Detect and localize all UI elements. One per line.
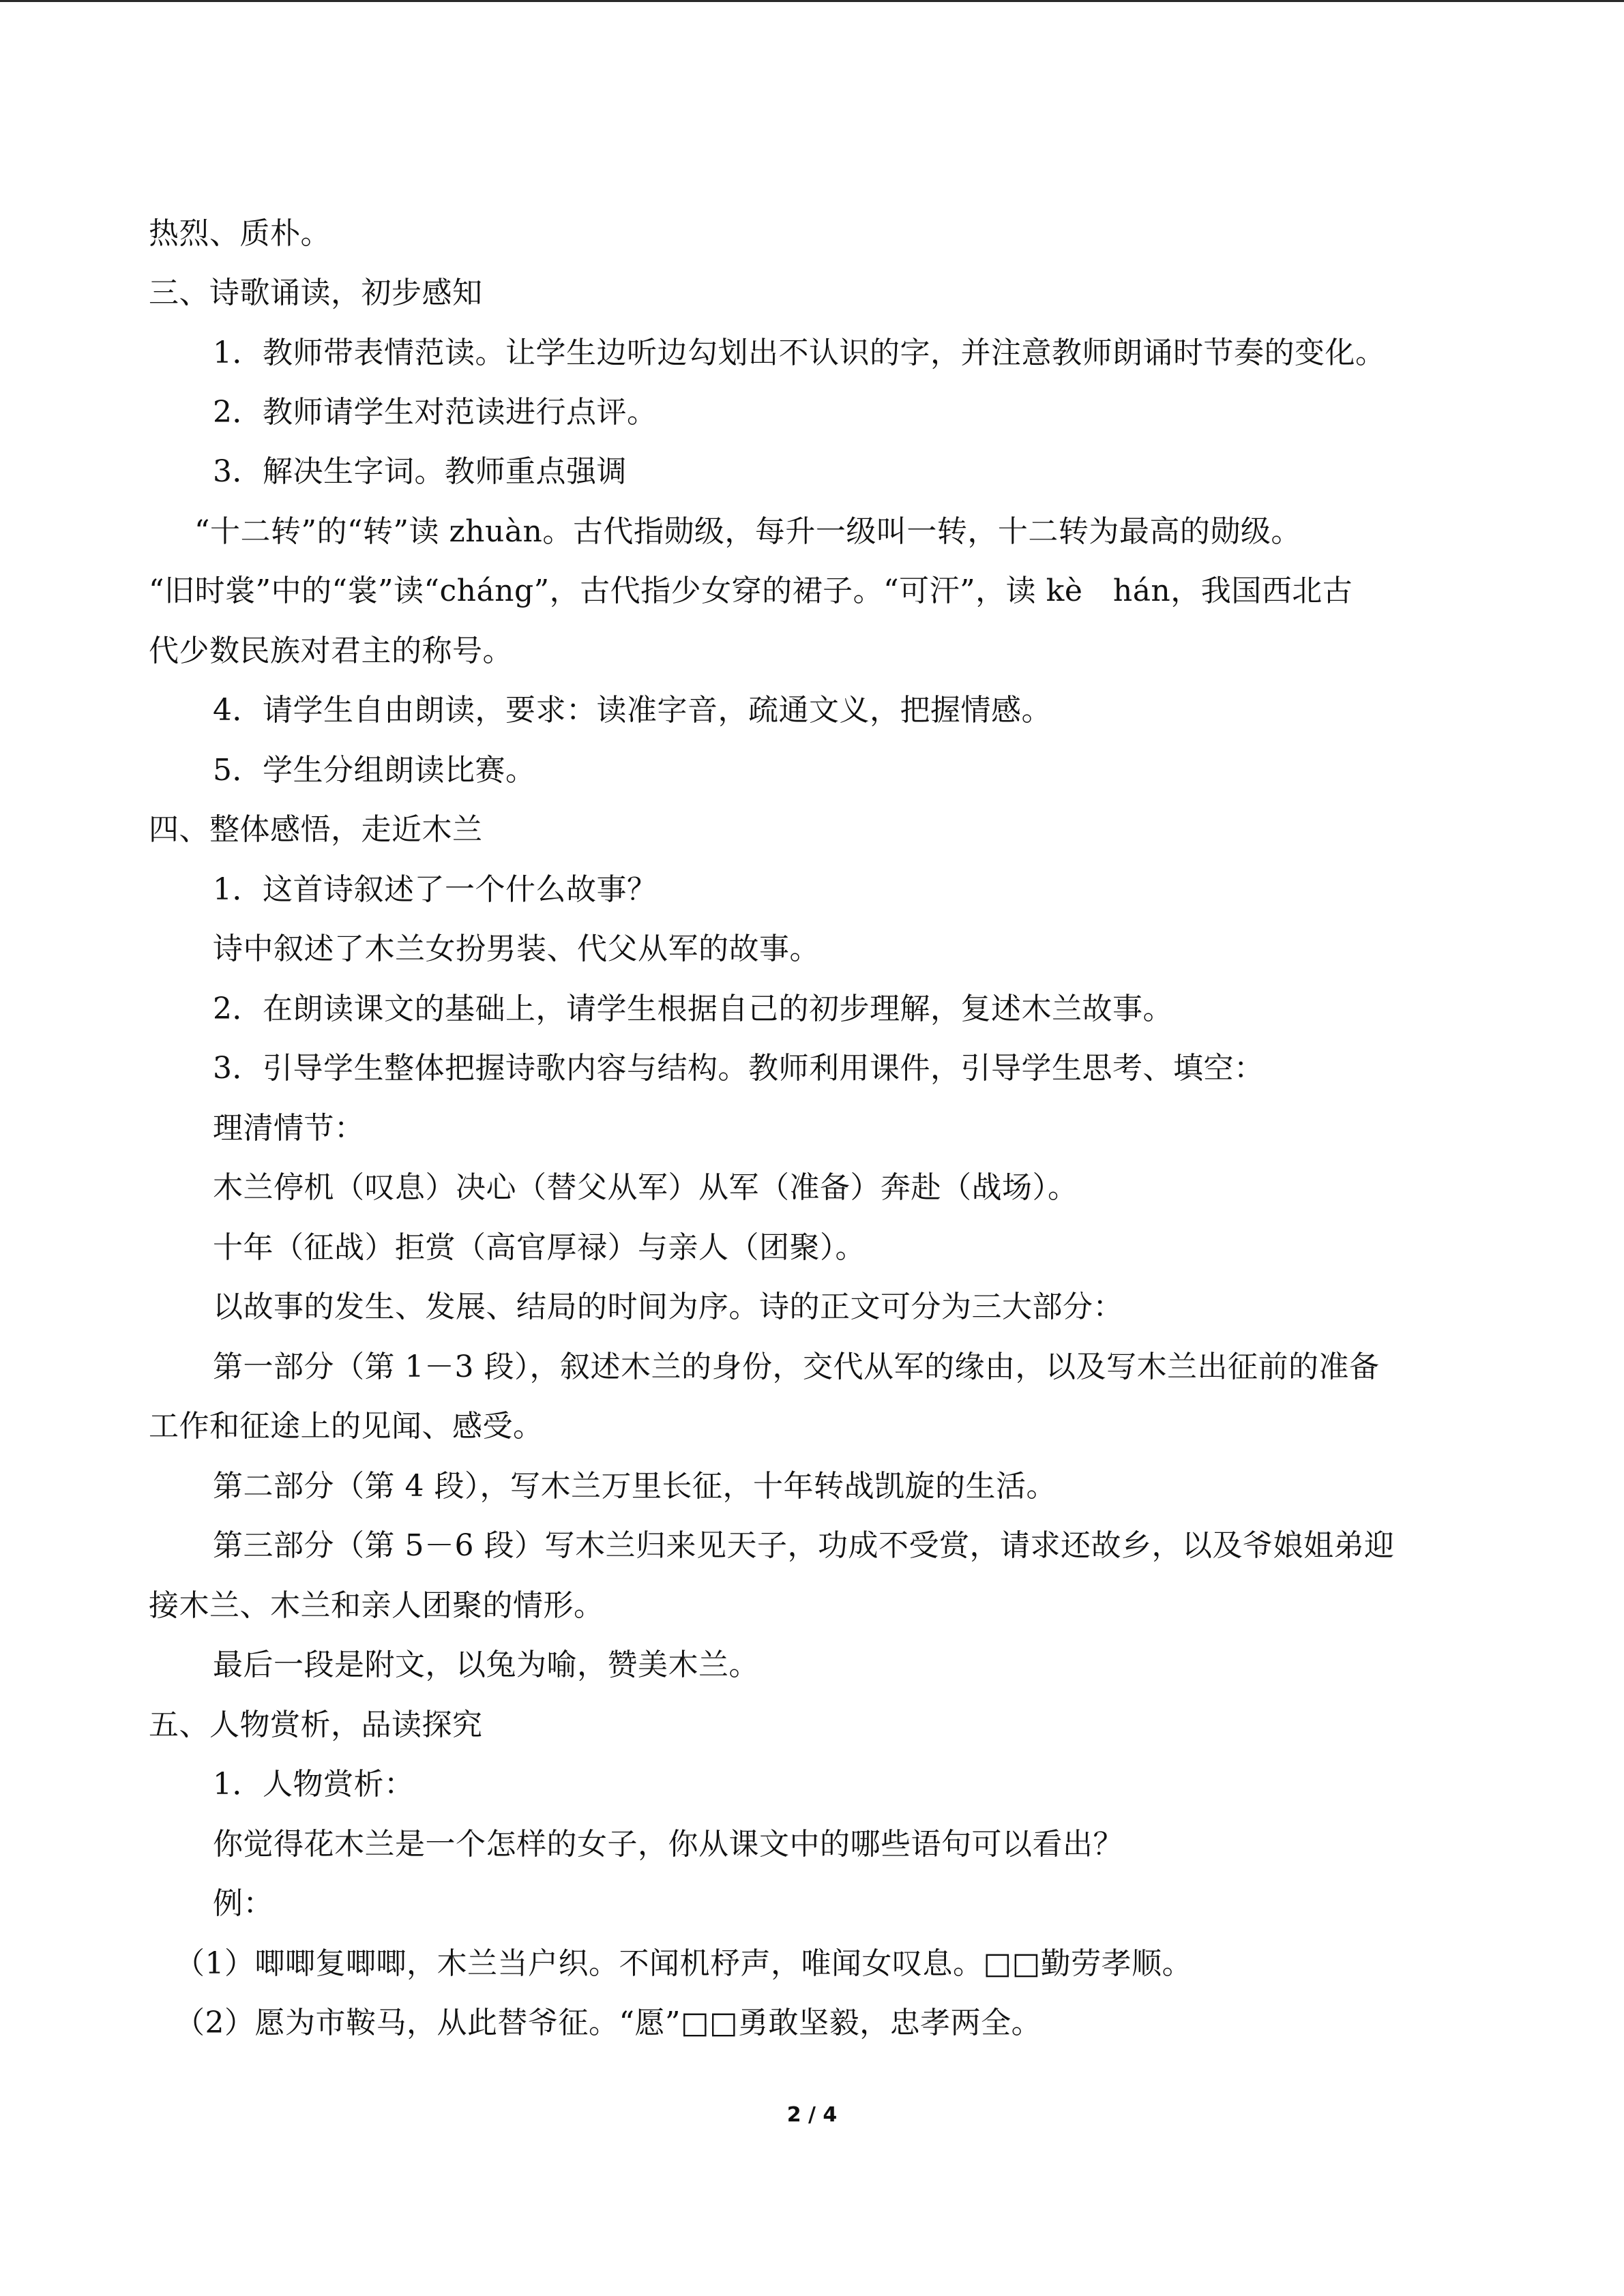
- paragraph-line: 1．这首诗叙述了一个什么故事？: [213, 872, 658, 907]
- paragraph-line: “旧时裳”中的“裳”读“cháng”，古代指少女穿的裙子。“可汗”，读 kè hán，我国西北古: [149, 573, 1353, 608]
- paragraph-line: 最后一段是附文，以兔为喻，赞美木兰。: [213, 1648, 759, 1682]
- paragraph-line: 以故事的发生、发展、结局的时间为序。诗的正文可分为三大部分：: [213, 1289, 1123, 1324]
- paragraph-line: 2．教师请学生对范读进行点评。: [213, 395, 658, 430]
- paragraph-line: 例：: [213, 1886, 274, 1921]
- section-heading: 五、人物赏析，品读探究: [149, 1708, 483, 1742]
- paragraph-line: 接木兰、木兰和亲人团聚的情形。: [149, 1588, 604, 1623]
- section-heading: 四、整体感悟，走近木兰: [149, 812, 483, 847]
- paragraph-line: 第一部分（第 1－3 段），叙述木兰的身份，交代从军的缘由，以及写木兰出征前的准备: [213, 1350, 1380, 1384]
- paragraph-line: 第二部分（第 4 段），写木兰万里长征，十年转战凯旋的生活。: [213, 1469, 1057, 1504]
- paragraph-line: 1．人物赏析：: [213, 1767, 415, 1802]
- paragraph-line: （1）唧唧复唧唧，木兰当户织。不闻机杼声，唯闻女叹息。□□勤劳孝顺。: [175, 1946, 1193, 1981]
- paragraph-line: 诗中叙述了木兰女扮男装、代父从军的故事。: [213, 931, 820, 966]
- paragraph-line: 代少数民族对君主的称号。: [149, 633, 513, 668]
- paragraph-line: 4．请学生自由朗读，要求：读准字音，疏通文义，把握情感。: [213, 693, 1052, 728]
- section-heading: 三、诗歌诵读，初步感知: [149, 275, 483, 310]
- paragraph-line: 木兰停机（叹息）决心（替父从军）从军（准备）奔赴（战场）。: [213, 1170, 1078, 1205]
- paragraph-line: 工作和征途上的见闻、感受。: [149, 1409, 544, 1444]
- paragraph-line: 理清情节：: [213, 1111, 365, 1146]
- paragraph-line: 5．学生分组朗读比赛。: [213, 753, 536, 788]
- paragraph-line: 2．在朗读课文的基础上，请学生根据自己的初步理解，复述木兰故事。: [213, 992, 1173, 1026]
- paragraph-line: 3．引导学生整体把握诗歌内容与结构。教师利用课件，引导学生思考、填空：: [213, 1051, 1265, 1086]
- paragraph-line: 你觉得花木兰是一个怎样的女子，你从课文中的哪些语句可以看出？: [213, 1827, 1123, 1862]
- paragraph-line: 十年（征战）拒赏（高官厚禄）与亲人（团聚）。: [213, 1230, 866, 1265]
- paragraph-line: 1．教师带表情范读。让学生边听边勾划出不认识的字，并注意教师朗诵时节奏的变化。: [213, 336, 1386, 370]
- paragraph-line: 第三部分（第 5－6 段）写木兰归来见天子，功成不受赏，请求还故乡，以及爷娘姐弟迎: [213, 1528, 1395, 1563]
- paragraph-line: 热烈、质朴。: [149, 216, 331, 251]
- paragraph-line: （2）愿为市鞍马，从此替爷征。“愿”□□勇敢坚毅，忠孝两全。: [175, 2006, 1042, 2040]
- paragraph-line: 3．解决生字词。教师重点强调: [213, 454, 627, 489]
- paragraph-line: “十二转”的“转”读 zhuàn。古代指勋级，每升一级叫一转，十二转为最高的勋级。: [194, 514, 1301, 549]
- page-number: 2 / 4: [786, 2103, 838, 2127]
